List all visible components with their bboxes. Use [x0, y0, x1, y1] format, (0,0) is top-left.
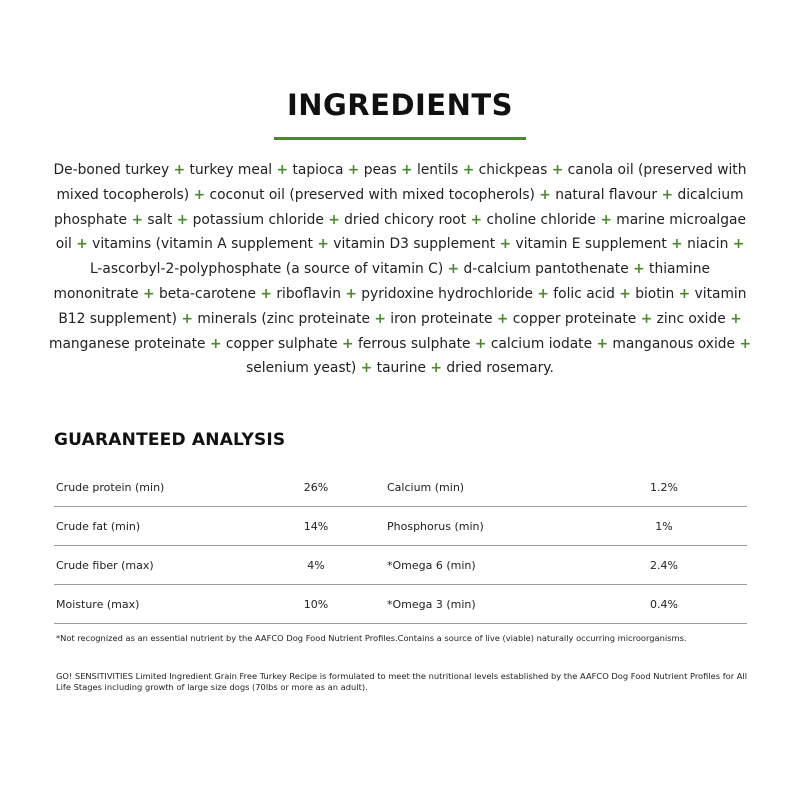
plus-separator: + — [732, 236, 745, 253]
ingredient-item: natural flavour — [555, 186, 658, 203]
ingredient-item: dried rosemary. — [446, 360, 554, 377]
ingredient-item: marine microalgae oil — [55, 211, 746, 253]
plus-separator: + — [317, 236, 329, 253]
ingredient-item: niacin — [687, 236, 729, 253]
nutrient-label: Moisture (max) — [56, 598, 140, 611]
ingredient-item: copper proteinate — [512, 310, 637, 327]
ingredient-item: selenium yeast) — [246, 360, 357, 377]
plus-separator: + — [661, 186, 674, 203]
footnote: *Not recognized as an essential nutrient by the AAFCO Dog Food Nutrient Profiles.Contains a source of live (viable) naturally occurring microorganisms. — [56, 633, 687, 643]
ingredient-item: manganous oxide — [612, 335, 736, 352]
table-row — [54, 546, 747, 585]
nutrient-value: 2.4% — [650, 559, 678, 572]
nutrient-label: *Omega 6 (min) — [387, 559, 476, 572]
ingredient-item: tapioca — [292, 162, 344, 178]
ingredient-item: L-ascorbyl-2-polyphosphate (a source of vitamin C) — [89, 261, 444, 278]
nutrient-label: *Omega 3 (min) — [387, 598, 476, 611]
plus-separator: + — [640, 310, 653, 327]
plus-separator: + — [447, 261, 460, 278]
plus-separator: + — [462, 162, 475, 178]
nutrient-label: Crude fiber (max) — [56, 559, 154, 572]
plus-separator: + — [496, 310, 509, 327]
plus-separator: + — [539, 186, 551, 203]
nutrient-value: 1.2% — [650, 481, 678, 494]
ingredient-item: potassium chloride — [192, 211, 324, 228]
ingredient-item: lentils — [416, 162, 459, 178]
ingredient-item: turkey meal — [189, 162, 273, 178]
ingredient-item: zinc oxide — [656, 310, 726, 327]
ingredient-item: canola oil (preserved with mixed tocopherols) — [56, 162, 747, 203]
plus-separator: + — [474, 335, 487, 352]
plus-separator: + — [430, 360, 442, 377]
plus-separator: + — [328, 211, 340, 228]
ingredient-item: riboflavin — [276, 285, 341, 302]
ingredient-item: salt — [147, 211, 173, 228]
guaranteed-analysis-heading: GUARANTEED ANALYSIS — [54, 430, 286, 450]
plus-separator: + — [276, 162, 289, 178]
plus-separator: + — [342, 335, 354, 352]
guaranteed-analysis-table — [54, 468, 747, 624]
ingredient-item: taurine — [376, 360, 427, 377]
plus-separator: + — [173, 162, 186, 178]
ingredient-item: chickpeas — [478, 162, 548, 178]
plus-separator: + — [678, 285, 691, 302]
plus-separator: + — [347, 162, 360, 178]
plus-separator: + — [360, 360, 373, 377]
plus-separator: + — [551, 162, 564, 178]
plus-separator: + — [260, 285, 272, 302]
nutrient-value: 26% — [303, 481, 329, 494]
ingredient-item: d-calcium pantothenate — [463, 261, 629, 278]
plus-separator: + — [499, 236, 512, 253]
ingredient-item: ferrous sulphate — [357, 335, 471, 352]
plus-separator: + — [600, 211, 612, 228]
ingredient-item: dicalcium phosphate — [54, 186, 744, 228]
ingredient-item: pyridoxine hydrochloride — [361, 285, 533, 302]
ingredient-item: thiamine mononitrate — [53, 261, 710, 302]
nutrient-value: 10% — [303, 598, 329, 611]
ingredient-item: biotin — [635, 285, 675, 302]
plus-separator: + — [142, 285, 155, 302]
plus-separator: + — [193, 186, 206, 203]
ingredient-item: vitamin D3 supplement — [333, 236, 496, 253]
ingredient-item: coconut oil (preserved with mixed tocopherols) — [209, 186, 535, 203]
nutrient-label: Calcium (min) — [387, 481, 465, 494]
plus-separator: + — [470, 211, 483, 228]
plus-separator: + — [619, 285, 631, 302]
plus-separator: + — [401, 162, 413, 178]
plus-separator: + — [596, 335, 609, 352]
nutrient-label: Crude fat (min) — [56, 520, 141, 533]
nutrient-value: 4% — [307, 559, 325, 572]
ingredient-item: De-boned turkey — [53, 162, 170, 178]
ingredient-item: vitamin B12 supplement) — [58, 285, 747, 327]
nutrient-label: Crude protein (min) — [56, 481, 165, 494]
ingredient-item: folic acid — [553, 285, 615, 302]
ingredient-item: dried chicory root — [344, 211, 467, 228]
nutrient-value: 0.4% — [650, 598, 678, 611]
plus-separator: + — [209, 335, 222, 352]
table-row — [54, 507, 747, 546]
ingredients-title: INGREDIENTS — [286, 88, 514, 122]
ingredient-item: manganese proteinate — [49, 335, 206, 352]
ingredient-item: copper sulphate — [225, 335, 338, 352]
ingredient-item: choline chloride — [486, 211, 596, 228]
nutrient-value: 1% — [655, 520, 673, 533]
nutrient-label: Phosphorus (min) — [387, 520, 484, 533]
ingredients-list — [48, 158, 752, 381]
plus-separator: + — [181, 310, 193, 327]
plus-separator: + — [739, 335, 751, 352]
plus-separator: + — [671, 236, 683, 253]
plus-separator: + — [730, 310, 742, 327]
plus-separator: + — [345, 285, 357, 302]
ingredient-item: beta-carotene — [158, 285, 257, 302]
plus-separator: + — [537, 285, 549, 302]
nutrient-value: 14% — [303, 520, 329, 533]
plus-separator: + — [176, 211, 189, 228]
table-row — [54, 468, 747, 507]
ingredient-item: vitamins (vitamin A supplement — [92, 236, 313, 253]
plus-separator: + — [374, 310, 386, 327]
plus-separator: + — [633, 261, 645, 278]
aafco-statement: GO! SENSITIVITIES Limited Ingredient Grain Free Turkey Recipe is formulated to meet the nutritional levels established by the AAFCO Dog Food Nutrient Profiles for All Life Stages including growth of large size dogs (70lbs or more as an adult). — [56, 671, 748, 692]
plus-separator: + — [76, 236, 88, 253]
ingredient-item: minerals (zinc proteinate — [197, 310, 370, 327]
table-row — [54, 585, 747, 624]
plus-separator: + — [131, 211, 143, 228]
ingredient-item: calcium iodate — [490, 335, 593, 352]
title-underline — [274, 137, 526, 140]
ingredient-item: iron proteinate — [390, 310, 493, 327]
ingredient-item: peas — [363, 162, 397, 178]
ingredient-item: vitamin E supplement — [515, 236, 667, 253]
